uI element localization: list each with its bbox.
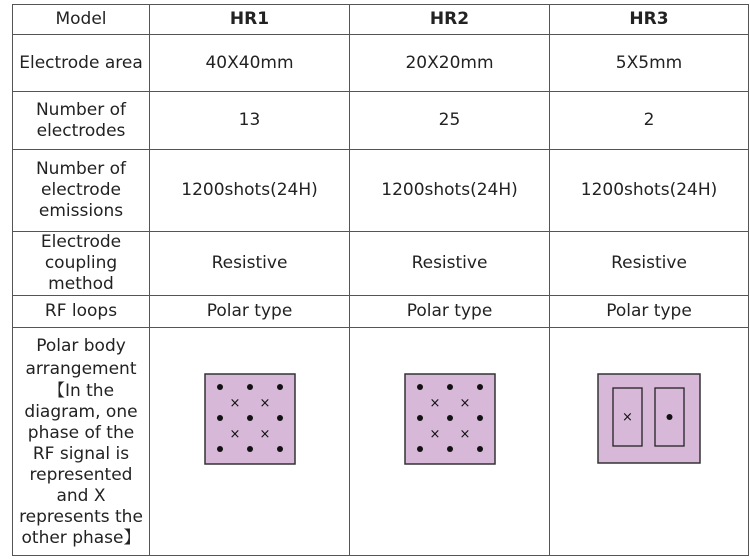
electrode-dot: [247, 415, 253, 421]
row-label-electrode-emissions: Number of electrode emissions: [13, 150, 150, 232]
table-cell: Polar type: [350, 296, 550, 328]
diagram-cell: [150, 328, 350, 556]
table-row: [13, 35, 749, 92]
table-cell: Resistive: [150, 232, 350, 296]
electrode-cross: ×: [229, 396, 240, 411]
table-cell: 1200shots(24H): [550, 150, 749, 232]
table-cell: 2: [550, 92, 749, 150]
table-cell: 20X20mm: [350, 35, 550, 92]
table-cell: Resistive: [550, 232, 749, 296]
model-hr2-header: HR2: [350, 5, 550, 35]
electrode-dot: [217, 384, 223, 390]
electrode-dot: [417, 384, 423, 390]
diagram-cell: [550, 328, 749, 556]
table-row: [13, 296, 749, 328]
arrangement-title: Polar body arrangement: [25, 335, 137, 379]
electrode-dot: [477, 415, 483, 421]
electrode-dot: [477, 446, 483, 452]
electrode-dot: [217, 415, 223, 421]
electrode-dot: [447, 384, 453, 390]
header-row: [13, 5, 749, 35]
diagram-cell: [350, 328, 550, 556]
electrode-diagram-hr3: [597, 373, 701, 464]
electrode-cross: ×: [622, 410, 633, 425]
row-label-arrangement: [13, 328, 150, 556]
table-row: [13, 150, 749, 232]
electrode-diagram-hr1: [204, 373, 296, 465]
arrangement-note: 【In the diagram, one phase of the RF signal is represented and X represents the other phase】: [19, 380, 143, 548]
electrode-dot: [247, 384, 253, 390]
table-cell: 1200shots(24H): [350, 150, 550, 232]
electrode-cross: ×: [259, 427, 270, 442]
electrode-dot: [417, 415, 423, 421]
row-label-rf-loops: RF loops: [13, 296, 150, 328]
electrode-cross: ×: [259, 396, 270, 411]
model-hr1-header: HR1: [150, 5, 350, 35]
electrode-dot: [667, 414, 673, 420]
row-label-coupling-method: Electrode coupling method: [13, 232, 150, 296]
electrode-dot: [277, 446, 283, 452]
electrode-cross: ×: [459, 396, 470, 411]
table-row: [13, 92, 749, 150]
table-cell: 5X5mm: [550, 35, 749, 92]
electrode-dot: [277, 415, 283, 421]
electrode-dot: [217, 446, 223, 452]
table-cell: 25: [350, 92, 550, 150]
electrode-dot: [247, 446, 253, 452]
row-label-number-of-electrodes: Number of electrodes: [13, 92, 150, 150]
header-label: Model: [13, 5, 150, 35]
table-row: [13, 232, 749, 296]
model-hr3-header: HR3: [550, 5, 749, 35]
electrode-dot: [447, 446, 453, 452]
table-cell: Resistive: [350, 232, 550, 296]
table-cell: 40X40mm: [150, 35, 350, 92]
electrode-cross: ×: [429, 396, 440, 411]
spec-table: [12, 4, 749, 556]
table-cell: 1200shots(24H): [150, 150, 350, 232]
electrode-cross: ×: [459, 427, 470, 442]
row-label-electrode-area: Electrode area: [13, 35, 150, 92]
electrode-cross: ×: [429, 427, 440, 442]
table-cell: 13: [150, 92, 350, 150]
electrode-diagram-hr2: [404, 373, 496, 465]
electrode-dot: [477, 384, 483, 390]
electrode-dot: [277, 384, 283, 390]
table-cell: Polar type: [150, 296, 350, 328]
electrode-dot: [447, 415, 453, 421]
arrangement-row: [13, 328, 749, 556]
electrode-cross: ×: [229, 427, 240, 442]
table-cell: Polar type: [550, 296, 749, 328]
electrode-dot: [417, 446, 423, 452]
